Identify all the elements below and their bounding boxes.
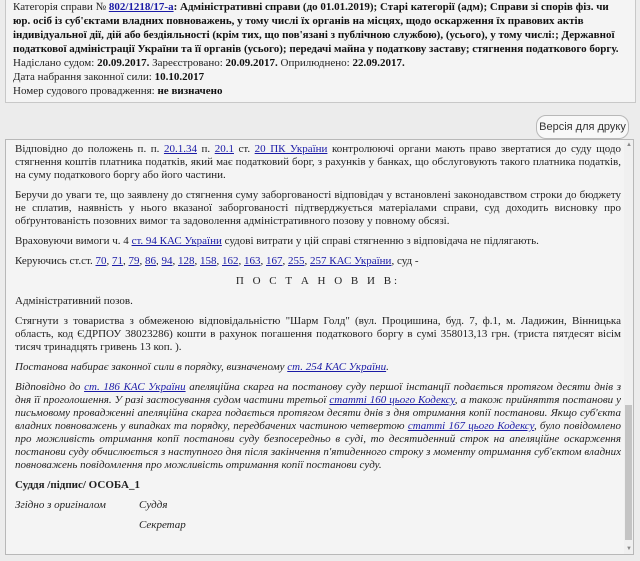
law-link[interactable]: 128 [178, 255, 195, 267]
document-text-panel[interactable] [5, 139, 634, 555]
scrollbar[interactable] [624, 140, 633, 554]
law-link[interactable]: 70 [95, 255, 107, 267]
law-link[interactable]: 162 [222, 255, 239, 267]
case-dates: Надіслано судом: 20.09.2017. Зареєстровано: 20.09.2017. Оприлюднено: 22.09.2017. [13, 57, 405, 69]
law-link[interactable]: 163 [244, 255, 261, 267]
law-link[interactable]: статті 167 цього Кодексу [407, 420, 534, 432]
law-link[interactable]: 158 [200, 255, 217, 267]
case-info-panel [5, 0, 636, 103]
law-link[interactable]: ст. 186 КАС України [84, 381, 186, 393]
copy-note: Згідно з оригіналом Суддя [15, 499, 168, 511]
case-number-link[interactable]: 802/1218/17-а [108, 1, 174, 13]
law-link[interactable]: ст. 254 КАС України [287, 361, 387, 373]
paragraph: Стягнути з товариства з обмеженою відповідальністю "Шарм Голд" (вул. Процишина, буд. 7, ф.1, м. Ладижин, Вінницька область, код ЄДРПОУ 38023286) кошти в рахунок погашення податкового боргу в сумі 358013,13 грн. (триста пятдесят вісім тисяч тринадцять гривень 13 коп. ). [15, 315, 621, 353]
resolution-heading: П О С Т А Н О В И В: [235, 275, 401, 287]
law-link[interactable]: 167 [266, 255, 283, 267]
law-link[interactable]: статті 160 цього Кодексу [329, 394, 455, 406]
paragraph: Беручи до уваги те, що заявлену до стягнення суму заборгованості відповідач у встановлені законодавством строки до бюджету не сплатив, наявність у нього вказаної заборгованості підтверджується матеріалами справи, суд доходить висновку про обґрунтованість позовних вимог та задоволення адміністративного позову у повному обсязі. [15, 189, 621, 227]
proceeding-number: Номер судового провадження: не визначено [13, 85, 223, 97]
legal-force-date: Дата набрання законної сили: 10.10.2017 [13, 71, 205, 83]
law-link[interactable]: 255 [288, 255, 305, 267]
paragraph: Керуючись ст.ст. 70, 71, 79, 86, 94, 128, 158, 162, 163, 167, 255, 257 КАС України, суд - [15, 255, 419, 267]
law-link[interactable]: 86 [145, 255, 156, 267]
judge-label: Суддя [139, 499, 168, 511]
print-version-button[interactable]: Версія для друку [536, 115, 629, 139]
paragraph: Відповідно до положень п. п. 20.1.34 п. 20.1 ст. 20 ПК України контролюючі органи мають право звертатися до суду щодо стягнення коштів платника податків, який має податковий борг, з рахунків у банках, що обслуговують такого платника податків, на суму податкового боргу або його частини. [15, 143, 621, 181]
law-link[interactable]: 94 [161, 255, 173, 267]
judge-signature: Суддя /підпис/ ОСОБА_1 [15, 479, 140, 491]
paragraph: Враховуючи вимоги ч. 4 ст. 94 КАС України судові витрати у цій справі стягненню з відповідача не підлягають. [15, 235, 539, 247]
law-link[interactable]: ст. 94 КАС України [131, 235, 222, 247]
law-link[interactable]: 71 [112, 255, 123, 267]
law-link[interactable]: 79 [128, 255, 140, 267]
case-category: Категорія справи № 802/1218/17-а: Адміністративні справи (до 01.01.2019); Старі категорії (адм); Справи зі спорів фіз. чи юр. осіб із суб'єктами владних повноважень, у тому числі їх органів на місцях, щодо оскарження їх правових актів індивідуальної дії, дій або бездіяльності (крім тих, що пов'язані з публічною службою), (усього), у тому числі:; Державної податкової адміністрації України та її органів (усього); передачі майна у податкову заставу; стягнення податкового боргу. [13, 1, 619, 55]
scrollbar-thumb[interactable] [625, 405, 632, 540]
scroll-down-icon[interactable]: ▼ [626, 546, 632, 552]
law-link[interactable]: 20 ПК України [254, 143, 328, 155]
paragraph: Відповідно до ст. 186 КАС України апеляційна скарга на постанову суду першої інстанції подається протягом десяти днів з дня її проголошення. У разі застосування судом частини третьої статті 160 цього Кодексу, а також прийняття постанови у письмовому провадженні апеляційна скарга подається протягом десяти днів з дня отримання копії постанови. Якщо суб'єкта владних повноважень у випадках та порядку, передбачених частиною четвертою статті 167 цього Кодексу, було повідомлено про можливість отримання копії постанови суду безпосередньо в суді, то десятиденний строк на апеляційне оскарження постанови суду обчислюється з наступного дня після закінчення п'ятиденного строку з моменту отримання суб'єктом владних повноважень повідомлення про можливість отримання копії постанови суду. [15, 381, 621, 471]
paragraph: Постанова набирає законної сили в порядку, визначеному ст. 254 КАС України. [15, 361, 389, 373]
secretary: Секретар [139, 519, 186, 531]
paragraph: Адміністративний позов. [15, 295, 133, 307]
law-link[interactable]: 20.1 [214, 143, 234, 155]
law-link[interactable]: 20.1.34 [163, 143, 197, 155]
law-link[interactable]: 257 КАС України [310, 255, 392, 267]
scroll-up-icon[interactable]: ▲ [626, 142, 632, 148]
